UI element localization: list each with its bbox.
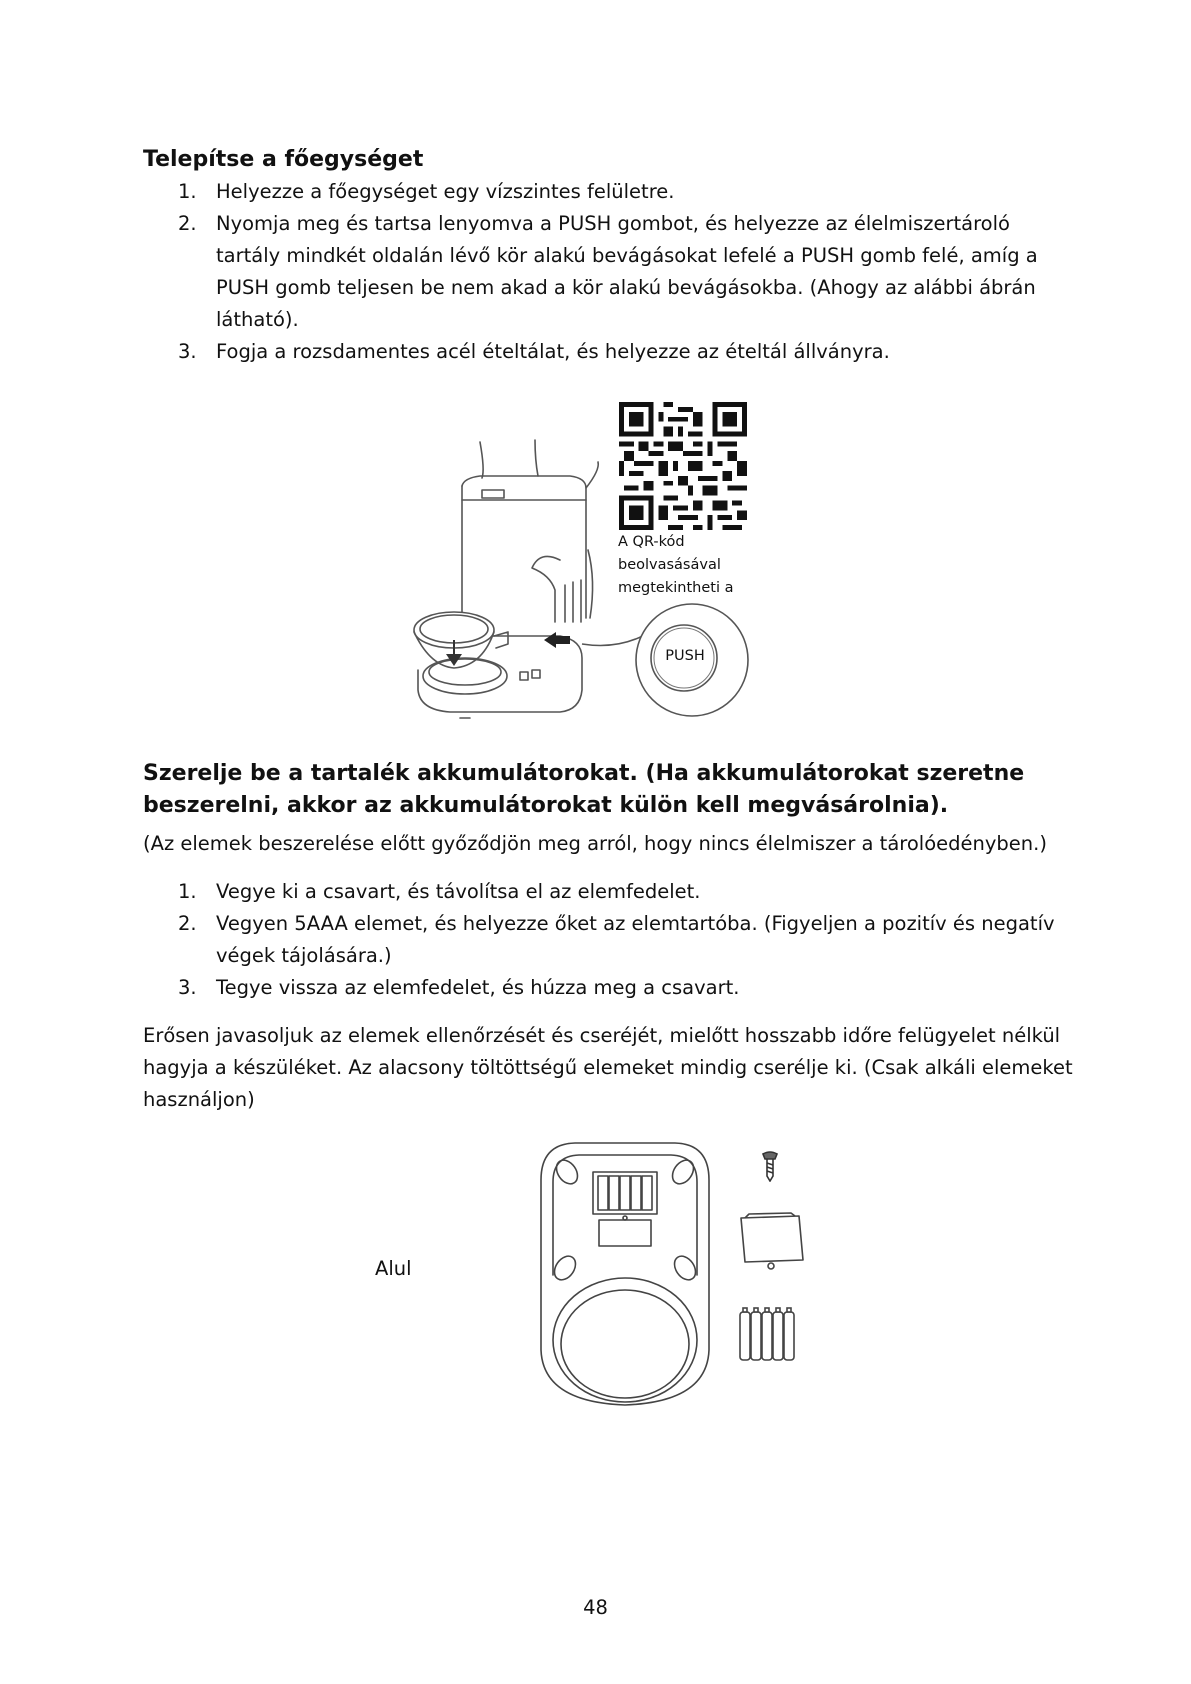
feeder-bottom-illustration [535, 1140, 715, 1410]
qr-caption-line: megtekintheti a [618, 580, 734, 596]
battery-steps-list [0, 876, 1056, 1004]
page-number: 48 [583, 1596, 608, 1619]
battery-cover-icon [735, 1212, 807, 1272]
screw-illustration [760, 1150, 780, 1182]
list-item-text: Nyomja meg és tartsa lenyomva a PUSH gombot, és helyezze az élelmiszertároló tartály mindkét oldalán lévő kör alakú bevágásokat lefelé a PUSH gomb felé, amíg a PUSH gomb teljesen be nem akad a kör alakú bevágásokba. (Ahogy az alábbi ábrán látható). [216, 212, 1038, 331]
list-item-text: Vegye ki a csavart, és távolítsa el az elemfedelet. [216, 880, 701, 903]
qr-caption [618, 531, 733, 600]
qr-caption-line: beolvasásával [618, 557, 721, 573]
list-item-text: Vegyen 5AAA elemet, és helyezze őket az elemtartóba. (Figyeljen a pozitív és negatív végek tájolására.) [216, 912, 1055, 967]
qr-code-graphic [618, 402, 748, 530]
section-heading-batteries [143, 758, 1024, 822]
feeder-bottom-drawing [535, 1140, 715, 1410]
screw-icon [760, 1150, 780, 1182]
bottom-view-label: Alul [375, 1257, 412, 1280]
list-item-number: 2. [178, 912, 197, 935]
list-item [0, 336, 1056, 368]
list-item-number: 3. [178, 340, 197, 363]
list-item-text: Tegye vissza az elemfedelet, és húzza meg a csavart. [216, 976, 740, 999]
push-button-label: PUSH [665, 648, 705, 664]
battery-advice-paragraph: Erősen javasoljuk az elemek ellenőrzését és cseréjét, mielőtt hosszabb időre felügyelet nélkül hagyja a készüléket. Az alacsony töltöttségű elemeket mindig cserélje ki. (Csak alkáli elemeket használjon) [143, 1024, 1073, 1111]
battery-note: (Az elemek beszerelése előtt győződjön meg arról, hogy nincs élelmiszer a tárolóedényben.) [143, 832, 1047, 855]
list-item [0, 908, 1056, 972]
list-item-text: Helyezze a főegységet egy vízszintes felületre. [216, 180, 675, 203]
list-item [0, 972, 1056, 1004]
list-item-number: 1. [178, 180, 197, 203]
battery-cover-illustration [735, 1212, 807, 1272]
batteries-icon [738, 1306, 800, 1364]
push-detail-circle [634, 602, 750, 718]
list-item [0, 876, 1056, 908]
section-heading-line: beszerelni, akkor az akkumulátorokat külön kell megvásárolnia). [143, 793, 949, 818]
list-item-number: 2. [178, 212, 197, 235]
section-heading-line: Szerelje be a tartalék akkumulátorokat. (Ha akkumulátorokat szeretne [143, 761, 1025, 786]
install-steps-list [0, 176, 1056, 368]
section-heading-install-main-unit: Telepítse a főegységet [143, 147, 424, 172]
list-item [0, 208, 1056, 336]
qr-caption-line: A QR-kód [618, 534, 685, 550]
list-item [0, 176, 1056, 208]
list-item-text: Fogja a rozsdamentes acél ételtálat, és helyezze az ételtál állványra. [216, 340, 890, 363]
qr-code [618, 402, 748, 530]
list-item-number: 3. [178, 976, 197, 999]
list-item-number: 1. [178, 880, 197, 903]
aaa-batteries-illustration [738, 1306, 800, 1364]
